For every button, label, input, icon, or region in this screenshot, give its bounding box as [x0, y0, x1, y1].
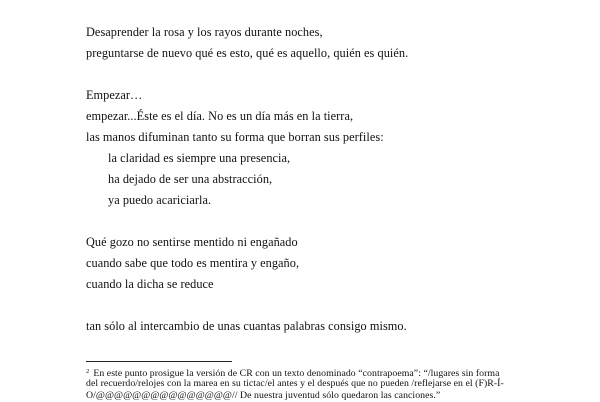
footnote-line: del recuerdo/relojes con la marea en su tictac/el antes y el después que no pueden /reflejarse en el (F)R-Í- — [86, 378, 504, 389]
poem-line-indented: la claridad es siempre una presencia, — [108, 151, 291, 165]
footnote-text: En este punto prosigue la versión de CR con un texto denominado “contrapoema”: “/lugares sin forma — [93, 368, 500, 379]
poem-line: empezar...Éste es el día. No es un día más en la tierra, — [86, 109, 354, 123]
poem-line-indented: ha dejado de ser una abstracción, — [108, 172, 273, 186]
footnote-number: 2 — [86, 368, 90, 375]
poem-line: cuando la dicha se reduce — [86, 277, 214, 291]
poem-line: las manos difuminan tanto su forma que borran sus perfiles: — [86, 130, 384, 144]
poem-line: preguntarse de nuevo qué es esto, qué es aquello, quién es quién. — [86, 46, 409, 60]
poem-line-indented: ya puedo acariciarla. — [108, 193, 212, 207]
poem-line: Desaprender la rosa y los rayos durante noches, — [86, 25, 323, 39]
poem-line: Empezar… — [86, 88, 143, 102]
poem-line: tan sólo al intercambio de unas cuantas palabras consigo mismo. — [86, 319, 407, 333]
poem-line: cuando sabe que todo es mentira y engaño, — [86, 256, 300, 270]
poem-line: Qué gozo no sentirse mentido ni engañado — [86, 235, 298, 249]
footnote-separator — [86, 361, 232, 362]
footnote-line: O/@@@@@@@@@@@@@@@// De nuestra juventud sólo quedaron las canciones.” — [86, 390, 441, 401]
